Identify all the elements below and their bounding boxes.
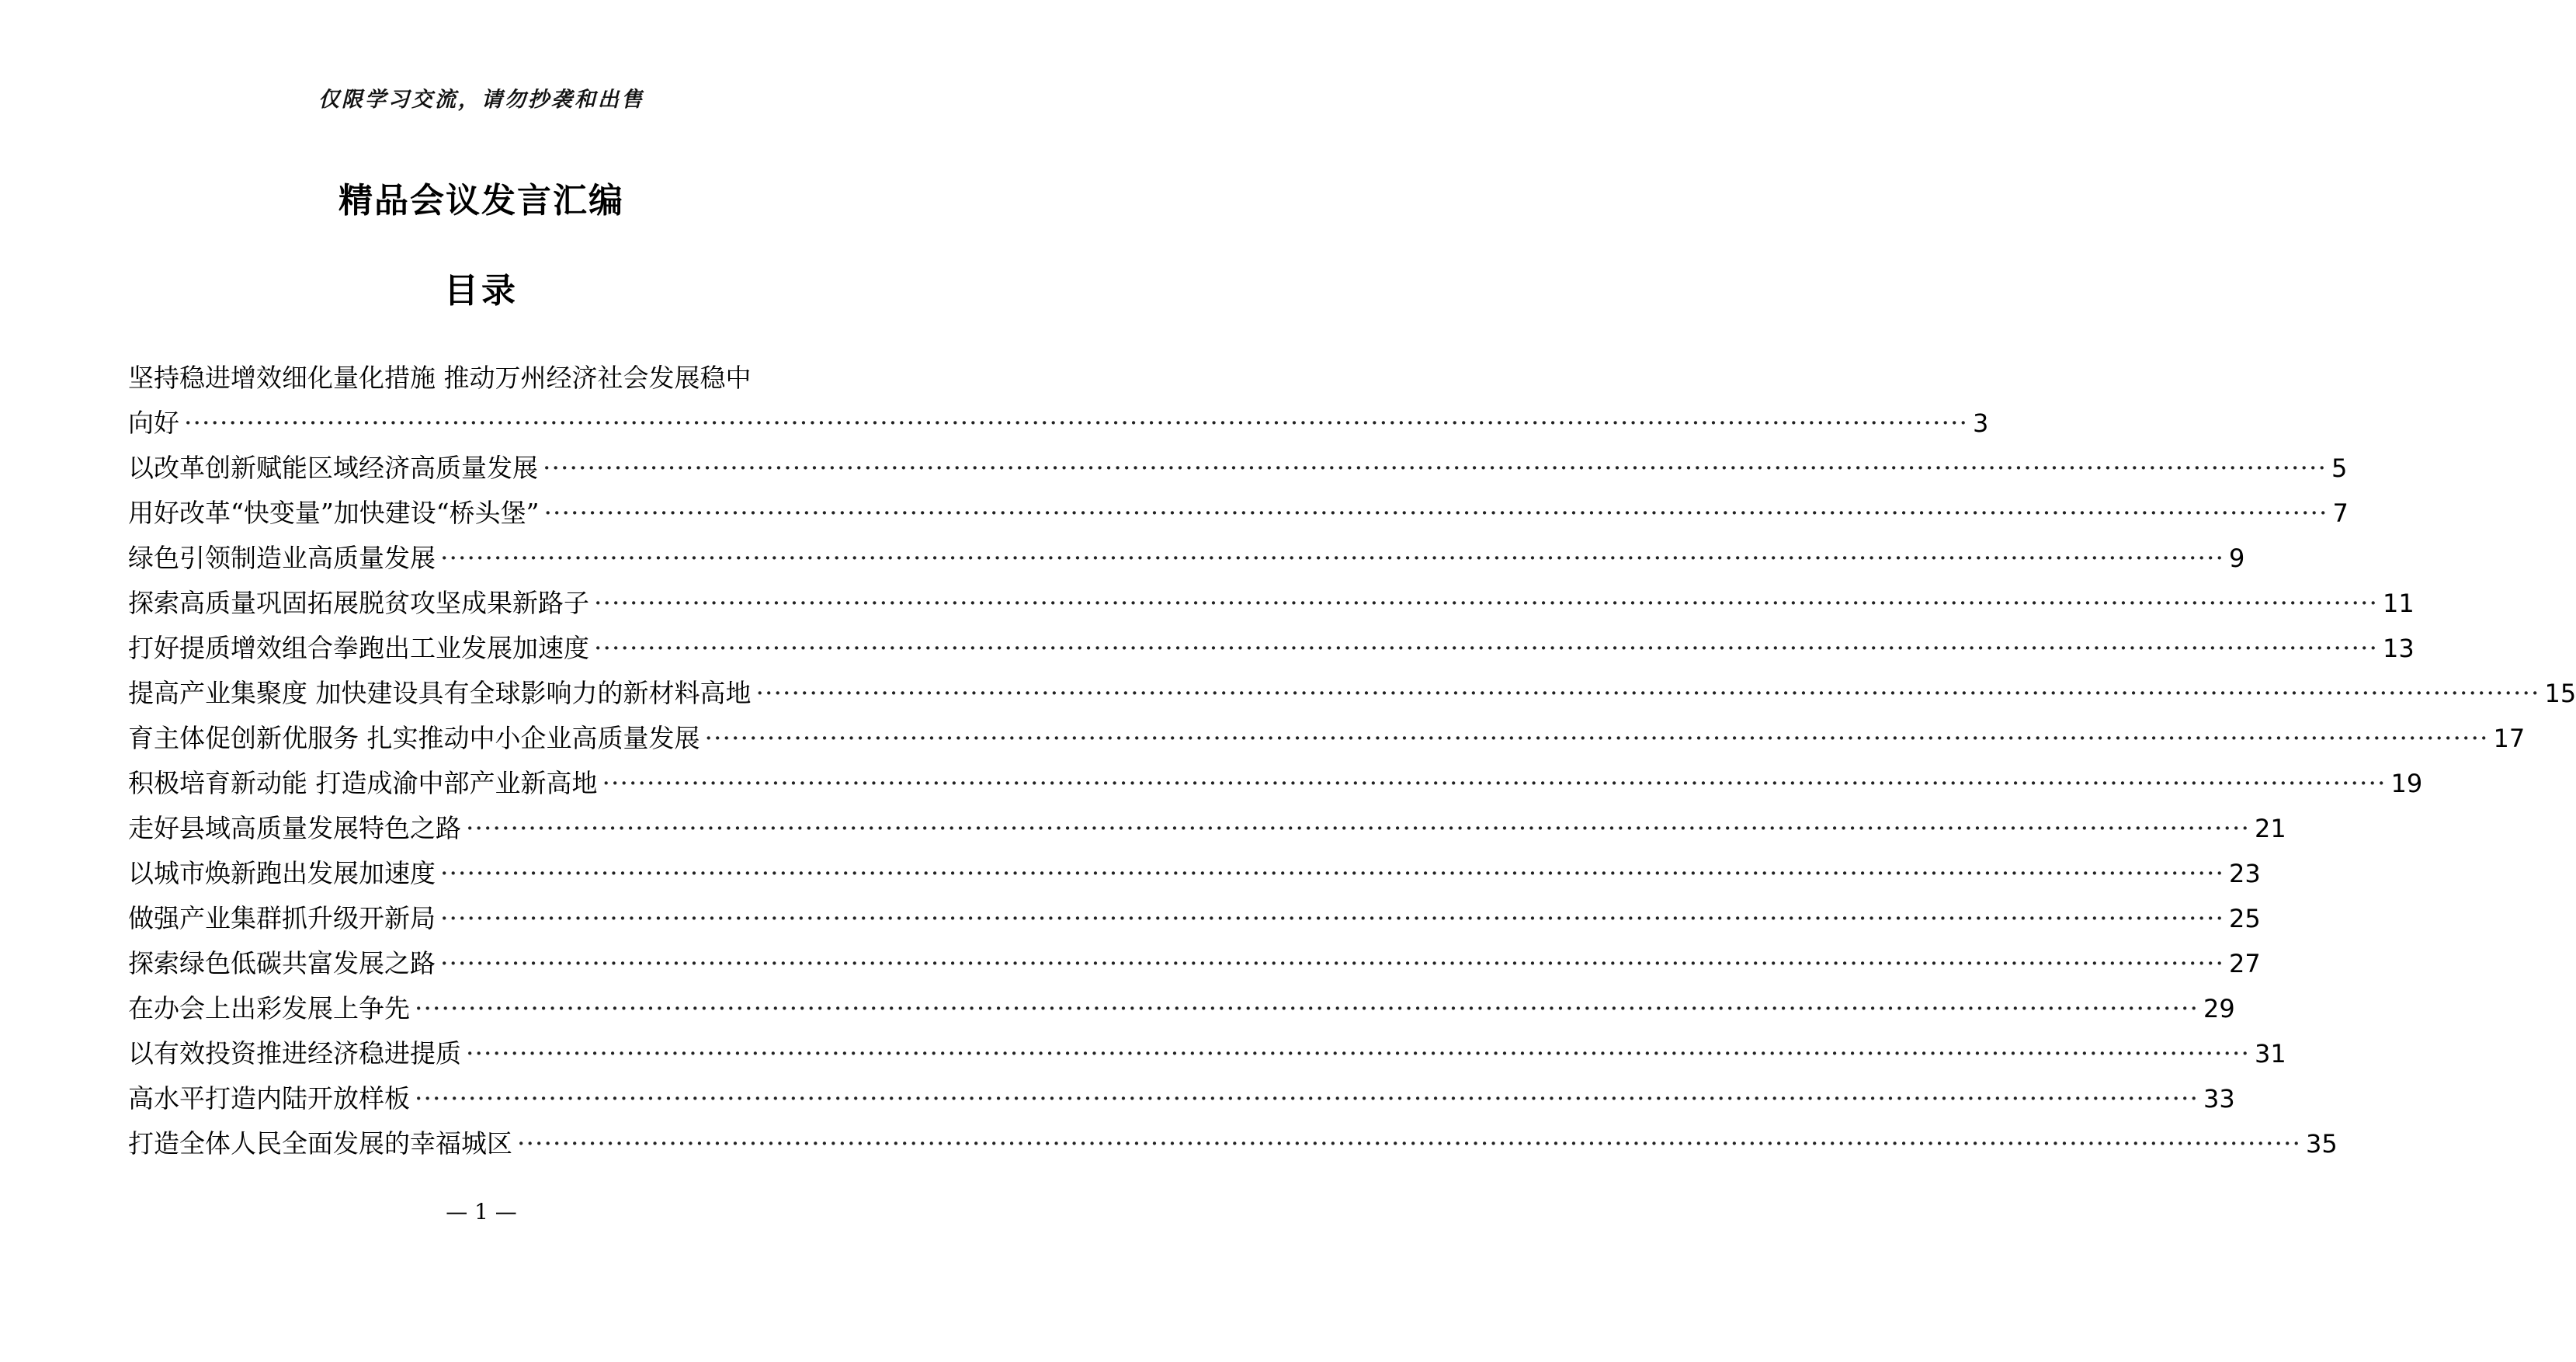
toc-leader-dots: ········································································································································································································ (517, 1128, 2301, 1159)
toc-entry-page: 27 (2228, 949, 2261, 978)
toc-entry[interactable] (128, 446, 2348, 491)
toc-leader-dots: ········································································································································································································ (466, 813, 2250, 843)
toc-entry-title: 探索绿色低碳共富发展之路 (128, 948, 436, 978)
header-note: 仅限学习交流，请勿抄袭和出售 (318, 88, 644, 112)
toc-entry-row (128, 401, 1989, 446)
toc-entry-row (128, 671, 2576, 716)
toc-entry-title: 打好提质增效组合拳跑出工业发展加速度 (128, 633, 589, 663)
toc-entry-page: 33 (2203, 1084, 2235, 1114)
toc-title: 目录 (444, 271, 519, 311)
toc-entry-page: 7 (2332, 499, 2349, 528)
toc-entry[interactable] (128, 671, 2576, 716)
toc-entry-page: 13 (2382, 634, 2415, 663)
toc-entry-title: 绿色引领制造业高质量发展 (128, 543, 436, 573)
toc-leader-dots: ········································································································································································································ (415, 993, 2199, 1023)
toc-entry-title: 做强产业集群抓升级开新局 (128, 903, 436, 933)
toc-entry[interactable] (128, 806, 2286, 851)
toc-entry-page: 35 (2305, 1129, 2338, 1159)
toc-leader-dots: ········································································································································································································ (543, 453, 2327, 483)
toc-entry-title: 提高产业集聚度 加快建设具有全球影响力的新材料高地 (128, 678, 752, 708)
toc-entry-title: 向好 (128, 408, 179, 438)
toc-entry-row (128, 716, 2526, 761)
toc-entry-page: 5 (2331, 453, 2348, 483)
toc-entry[interactable] (128, 761, 2423, 806)
toc-entry-row (128, 806, 2286, 851)
toc-entry[interactable] (128, 851, 2261, 896)
toc-entry-page: 9 (2228, 544, 2245, 573)
toc-entry-title-line: 坚持稳进增效细化量化措施 推动万州经济社会发展稳中 (128, 363, 752, 393)
toc-leader-dots: ········································································································································································································ (440, 543, 2224, 573)
toc-entry[interactable] (128, 1076, 2235, 1121)
toc-entry-row (128, 986, 2235, 1031)
page-number: — 1 — (446, 1199, 517, 1225)
toc-entry-title: 育主体促创新优服务 扎实推动中小企业高质量发展 (128, 723, 700, 753)
toc-entry[interactable] (128, 626, 2415, 671)
toc-entry[interactable] (128, 356, 1989, 446)
toc-leader-dots: ········································································································································································································ (594, 633, 2378, 663)
toc-leader-dots: ········································································································································································································ (415, 1083, 2199, 1114)
toc-entry-page: 29 (2203, 994, 2235, 1023)
toc-leader-dots: ········································································································································································································ (602, 768, 2387, 798)
toc-entry-title: 打造全体人民全面发展的幸福城区 (128, 1128, 512, 1159)
toc-entry-page: 11 (2382, 589, 2415, 618)
toc-entry-page: 17 (2493, 724, 2526, 753)
toc-entry-page: 21 (2254, 814, 2286, 843)
toc-entry[interactable] (128, 1121, 2338, 1166)
toc-entry-title: 走好县域高质量发展特色之路 (128, 813, 461, 843)
toc-entry[interactable] (128, 896, 2261, 941)
toc-leader-dots: ········································································································································································································ (466, 1038, 2250, 1068)
toc-leader-dots: ········································································································································································································ (543, 498, 2328, 528)
toc-leader-dots: ········································································································································································································ (704, 723, 2489, 753)
toc-entry-row (128, 896, 2261, 941)
toc-entry-title: 用好改革“快变量”加快建设“桥头堡” (128, 498, 540, 528)
toc-entry-page: 15 (2544, 679, 2576, 708)
toc-entry-title: 高水平打造内陆开放样板 (128, 1083, 410, 1114)
toc-leader-dots: ········································································································································································································ (755, 678, 2540, 708)
toc-entry-row (128, 1076, 2235, 1121)
toc-entry-page: 25 (2228, 904, 2261, 933)
toc-entry-title: 以改革创新赋能区域经济高质量发展 (128, 453, 538, 483)
toc-entry-row (128, 851, 2261, 896)
toc-entry-page: 31 (2254, 1039, 2286, 1068)
toc-entry-title: 以有效投资推进经济稳进提质 (128, 1038, 461, 1068)
toc-entry-row (128, 536, 2245, 581)
toc-entry[interactable] (128, 986, 2235, 1031)
toc-leader-dots: ········································································································································································································ (594, 588, 2378, 618)
toc-entry[interactable] (128, 581, 2415, 626)
toc-leader-dots: ········································································································································································································ (440, 903, 2224, 933)
toc-entry-title: 在办会上出彩发展上争先 (128, 993, 410, 1023)
toc-entry-row (128, 1121, 2338, 1166)
toc-entry-title: 以城市焕新跑出发展加速度 (128, 858, 436, 888)
toc-entry[interactable] (128, 491, 2349, 536)
toc-entry-row (128, 491, 2349, 536)
toc-entry-page: 3 (1972, 408, 1989, 438)
toc-entry[interactable] (128, 1031, 2286, 1076)
toc-leader-dots: ········································································································································································································ (184, 408, 1968, 438)
toc-entry-title: 探索高质量巩固拓展脱贫攻坚成果新路子 (128, 588, 589, 618)
table-of-contents (128, 356, 2576, 1166)
toc-entry-row (128, 446, 2348, 491)
toc-leader-dots: ········································································································································································································ (440, 948, 2224, 978)
toc-entry-row (128, 581, 2415, 626)
toc-entry-page: 23 (2228, 859, 2261, 888)
document-title: 精品会议发言汇编 (338, 181, 624, 221)
toc-entry-row (128, 626, 2415, 671)
toc-leader-dots: ········································································································································································································ (440, 858, 2224, 888)
toc-entry-page: 19 (2390, 769, 2423, 798)
toc-entry[interactable] (128, 536, 2245, 581)
toc-entry-title: 积极培育新动能 打造成渝中部产业新高地 (128, 768, 598, 798)
toc-entry-row (128, 941, 2261, 986)
toc-entry[interactable] (128, 716, 2526, 761)
toc-entry[interactable] (128, 941, 2261, 986)
toc-entry-row (128, 761, 2423, 806)
toc-entry-row (128, 1031, 2286, 1076)
